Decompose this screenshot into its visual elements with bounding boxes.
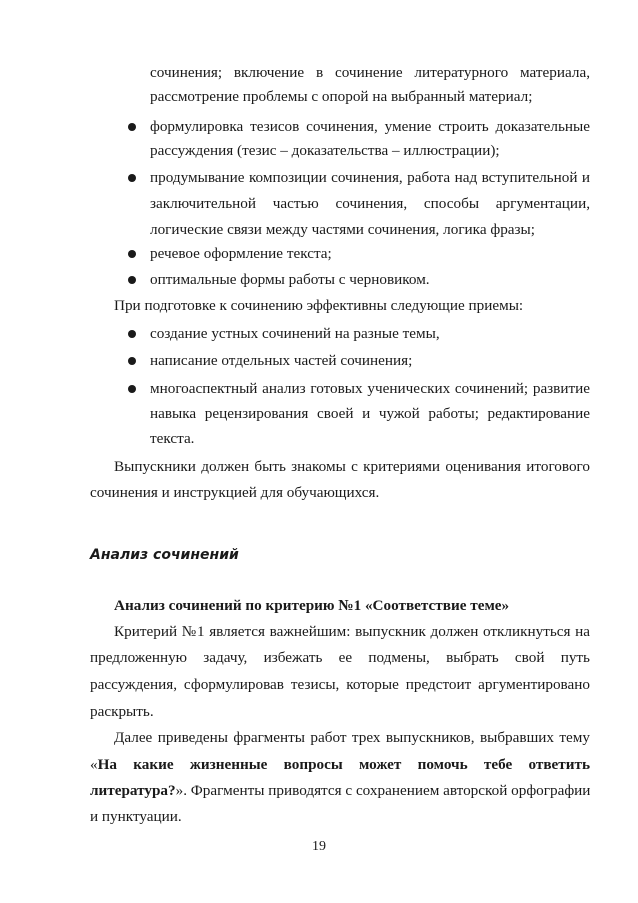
text-line: рассуждения, сформулировав тезисы, которые предстоит аргументировано: [90, 676, 590, 693]
subsection-heading: Анализ сочинений по критерию №1 «Соответствие теме»: [114, 597, 510, 614]
bullet-icon: [128, 276, 136, 284]
bullet-item: многоаспектный анализ готовых ученических сочинений; развитие: [150, 380, 590, 397]
text-line: «На какие жизненные вопросы может помочь тебе ответить: [90, 756, 590, 773]
text-line: литература?». Фрагменты приводятся с сохранением авторской орфографии: [90, 782, 591, 799]
section-heading: Анализ сочинений: [90, 547, 239, 563]
text-line: рассуждения (тезис – доказательства – иллюстрации);: [150, 142, 500, 159]
paragraph-line: Далее приведены фрагменты работ трех выпускников, выбравших тему: [114, 729, 590, 746]
bullet-icon: [128, 174, 136, 182]
bullet-item: написание отдельных частей сочинения;: [150, 352, 413, 369]
text-line: предложенную задачу, избежать ее подмены, выбрать свой путь: [90, 649, 590, 666]
bullet-icon: [128, 385, 136, 393]
text-line: рассмотрение проблемы с опорой на выбранный материал;: [150, 88, 533, 105]
text-line: сочинения; включение в сочинение литературного материала,: [150, 64, 590, 81]
bullet-icon: [128, 330, 136, 338]
text-line: текста.: [150, 430, 195, 447]
text-line: логические связи между частями сочинения, логика фразы;: [150, 221, 535, 238]
text-line: и пунктуации.: [90, 808, 182, 825]
paragraph-line: Критерий №1 является важнейшим: выпускник должен откликнуться на: [114, 623, 590, 640]
text-line: навыка рецензирования своей и чужой работы; редактирование: [150, 405, 590, 422]
text-line: раскрыть.: [90, 703, 154, 720]
text-line: сочинения и инструкцией для обучающихся.: [90, 484, 380, 501]
bullet-item: формулировка тезисов сочинения, умение строить доказательные: [150, 118, 590, 135]
bullet-item: оптимальные формы работы с черновиком.: [150, 271, 430, 288]
bullet-icon: [128, 250, 136, 258]
bullet-item: продумывание композиции сочинения, работа над вступительной и: [150, 169, 590, 186]
page-number: 19: [312, 839, 326, 854]
bullet-item: речевое оформление текста;: [150, 245, 332, 262]
bullet-item: создание устных сочинений на разные темы,: [150, 325, 440, 342]
text-line: заключительной частью сочинения, способы аргументации,: [150, 195, 590, 212]
bullet-icon: [128, 123, 136, 131]
paragraph-line: При подготовке к сочинению эффективны следующие приемы:: [114, 297, 524, 314]
bullet-icon: [128, 357, 136, 365]
paragraph-line: Выпускники должен быть знакомы с критериями оценивания итогового: [114, 458, 590, 475]
